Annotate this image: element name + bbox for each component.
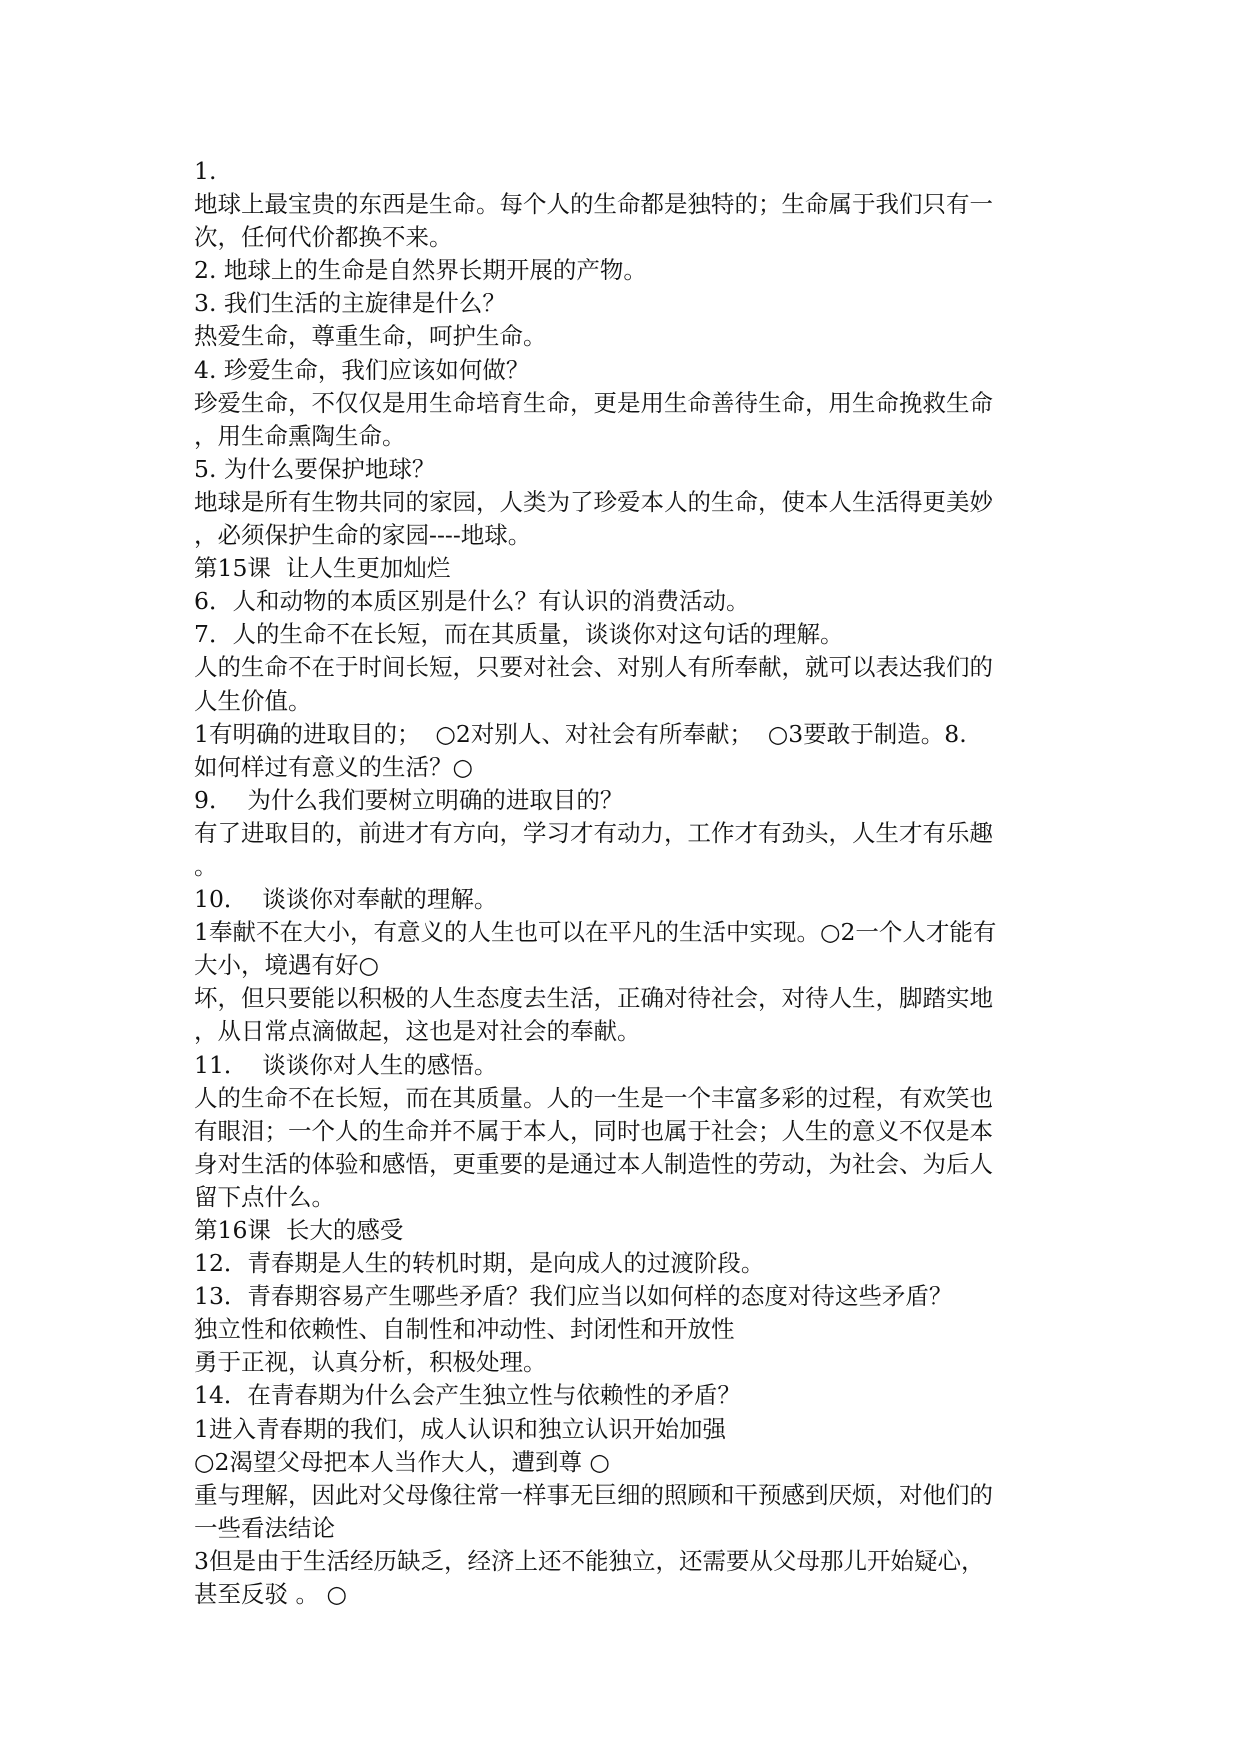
question-line: 3. 我们生活的主旋律是什么？ — [194, 289, 506, 318]
answer-line: 1进入青春期的我们，成人认识和独立认识开始加强 — [194, 1414, 726, 1443]
answer-line: ，用生命熏陶生命。 — [194, 421, 406, 450]
question-line: 如何样过有意义的生活？○ — [194, 752, 474, 781]
text-line: 2. 地球上的生命是自然界长期开展的产物。 — [194, 256, 647, 285]
document-body — [194, 155, 1074, 1611]
question-line: 4. 珍爱生命，我们应该如何做？ — [194, 355, 530, 384]
answer-line: ，必须保护生命的家园----地球。 — [194, 521, 532, 550]
answer-line: 身对生活的体验和感悟，更重要的是通过本人制造性的劳动，为社会、为后人 — [194, 1149, 993, 1178]
answer-line: ，从日常点滴做起，这也是对社会的奉献。 — [194, 1017, 641, 1046]
answer-line: 地球是所有生物共同的家园，人类为了珍爱本人的生命，使本人生活得更美妙 — [194, 487, 993, 516]
lesson-heading: 第15课 让人生更加灿烂 — [194, 554, 451, 583]
answer-line: 有眼泪；一个人的生命并不属于本人，同时也属于社会；人生的意义不仅是本 — [194, 1116, 993, 1145]
question-line: 10． 谈谈你对奉献的理解。 — [194, 885, 498, 914]
answer-line: 珍爱生命，不仅仅是用生命培育生命，更是用生命善待生命，用生命挽救生命 — [194, 388, 993, 417]
answer-line: 。 — [194, 851, 218, 880]
question-line: 14．在青春期为什么会产生独立性与依赖性的矛盾？ — [194, 1381, 741, 1410]
answer-line: 1有明确的进取目的； ○2对别人、对社会有所奉献； ○3要敢于制造。8. — [194, 719, 967, 748]
answer-line: 坏，但只要能以积极的人生态度去生活，正确对待社会，对待人生，脚踏实地 — [194, 984, 993, 1013]
question-line: 7．人的生命不在长短，而在其质量，谈谈你对这句话的理解。 — [194, 620, 844, 649]
answer-line: 独立性和依赖性、自制性和冲动性、封闭性和开放性 — [194, 1315, 735, 1344]
answer-line: 有了进取目的，前进才有方向，学习才有动力，工作才有劲头，人生才有乐趣 — [194, 818, 993, 847]
answer-line: 大小，境遇有好○ — [194, 951, 380, 980]
answer-line: 人的生命不在于时间长短，只要对社会、对别人有所奉献，就可以表达我们的 — [194, 653, 993, 682]
question-line: 12．青春期是人生的转机时期，是向成人的过渡阶段。 — [194, 1249, 765, 1278]
answer-line: 1奉献不在大小，有意义的人生也可以在平凡的生活中实现。○2一个人才能有 — [194, 918, 997, 947]
question-line: 6．人和动物的本质区别是什么？有认识的消费活动。 — [194, 587, 750, 616]
question-line: 13．青春期容易产生哪些矛盾？我们应当以如何样的态度对待这些矛盾？ — [194, 1282, 953, 1311]
answer-line: 一些看法结论 — [194, 1513, 335, 1542]
text-line: 次，任何代价都换不来。 — [194, 223, 453, 252]
lesson-heading: 第16课 长大的感受 — [194, 1216, 404, 1244]
answer-line: 勇于正视，认真分析，积极处理。 — [194, 1348, 547, 1377]
text-line: 地球上最宝贵的东西是生命。每个人的生命都是独特的；生命属于我们只有一 — [194, 190, 993, 219]
answer-line: 留下点什么。 — [194, 1182, 335, 1211]
answer-line: 人的生命不在长短，而在其质量。人的一生是一个丰富多彩的过程，有欢笑也 — [194, 1083, 993, 1112]
answer-line: 热爱生命，尊重生命，呵护生命。 — [194, 322, 547, 351]
answer-line: 3但是由于生活经历缺乏，经济上还不能独立，还需要从父母那儿开始疑心， — [194, 1546, 985, 1575]
text-line: 1. — [194, 157, 217, 185]
answer-line: ○2渴望父母把本人当作大人，遭到尊 ○ — [194, 1447, 610, 1476]
answer-line: 人生价值。 — [194, 686, 312, 715]
question-line: 9． 为什么我们要树立明确的进取目的？ — [194, 785, 624, 814]
question-line: 11． 谈谈你对人生的感悟。 — [194, 1050, 498, 1079]
answer-line: 重与理解，因此对父母像往常一样事无巨细的照顾和干预感到厌烦，对他们的 — [194, 1480, 993, 1509]
question-line: 5. 为什么要保护地球？ — [194, 454, 436, 483]
answer-line: 甚至反驳 。 ○ — [194, 1580, 347, 1609]
